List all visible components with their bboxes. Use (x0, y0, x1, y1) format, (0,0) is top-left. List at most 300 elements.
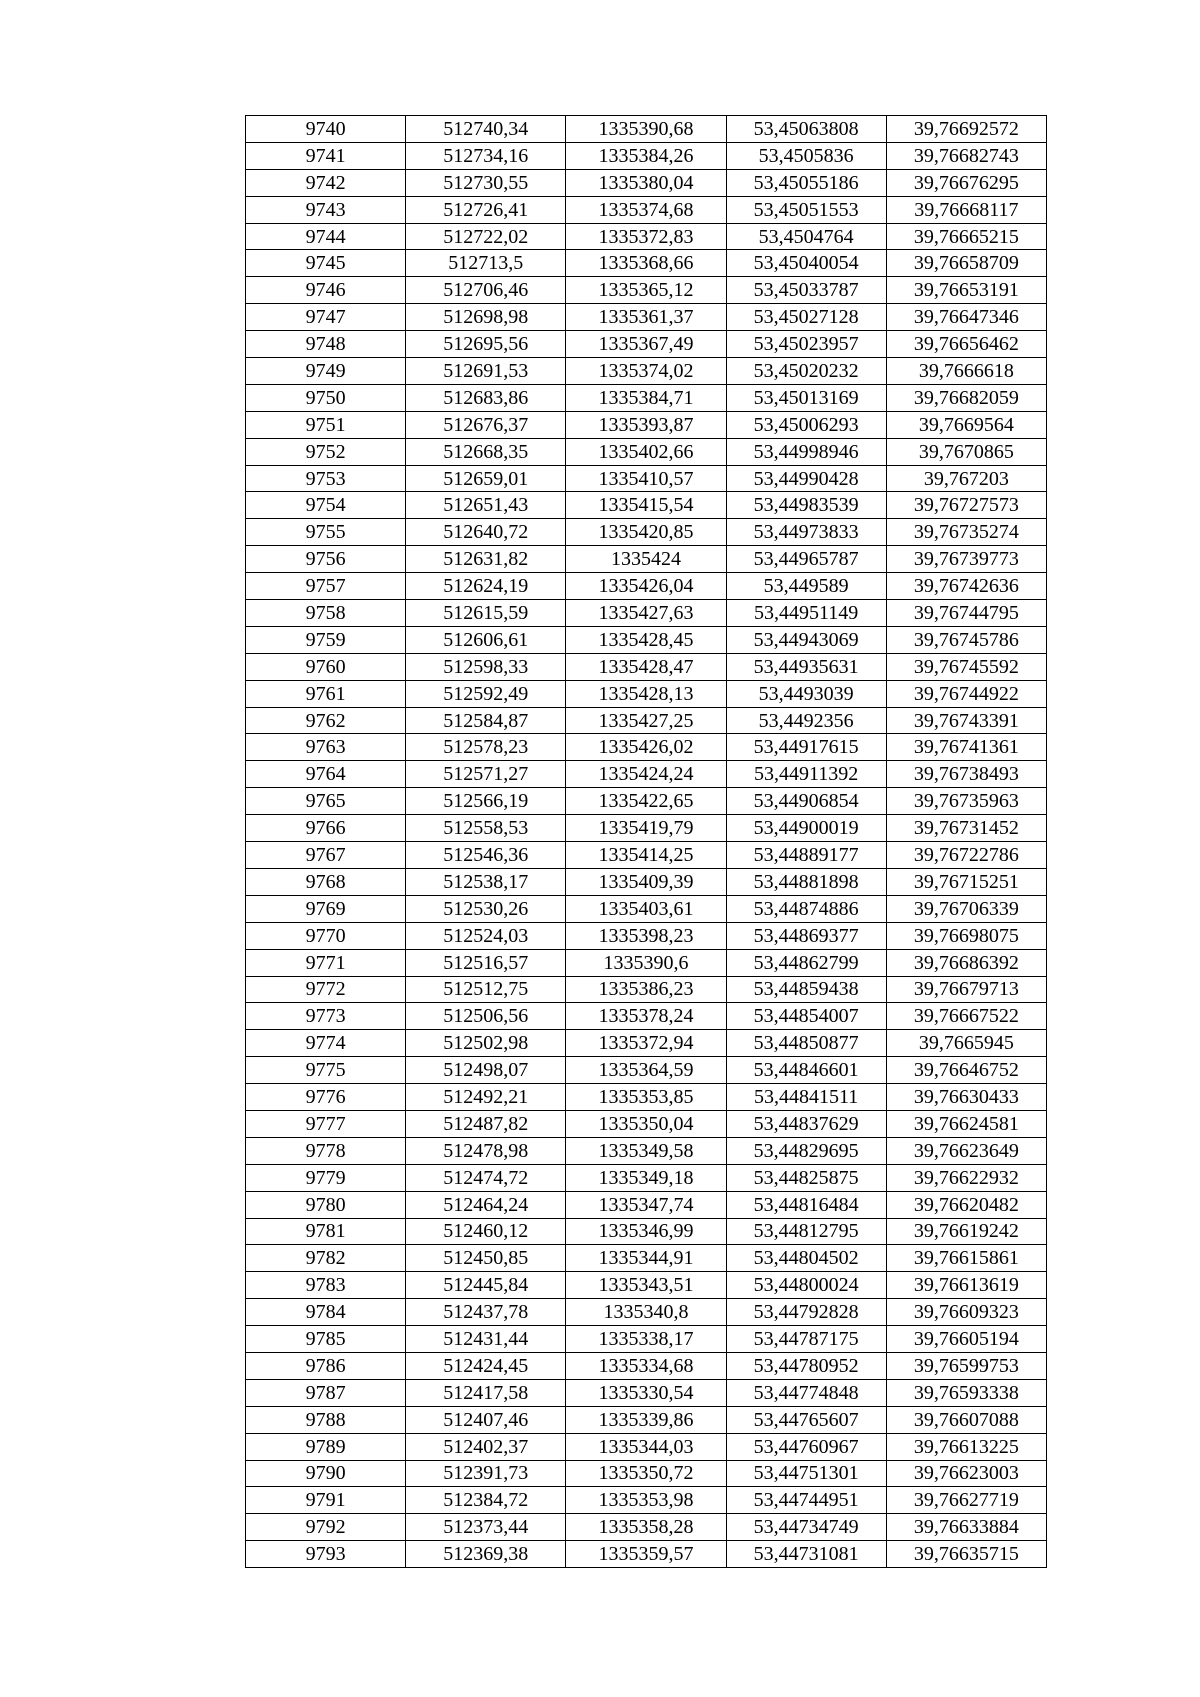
longitude-cell: 39,76676295 (886, 169, 1046, 196)
longitude-cell: 39,767203 (886, 465, 1046, 492)
y-coordinate-cell: 1335374,68 (566, 196, 726, 223)
y-coordinate-cell: 1335398,23 (566, 922, 726, 949)
longitude-cell: 39,76682059 (886, 384, 1046, 411)
longitude-cell: 39,76593338 (886, 1379, 1046, 1406)
point-number-cell: 9779 (246, 1164, 406, 1191)
x-coordinate-cell: 512584,87 (406, 707, 566, 734)
point-number-cell: 9777 (246, 1110, 406, 1137)
latitude-cell: 53,44889177 (726, 842, 886, 869)
latitude-cell: 53,44998946 (726, 438, 886, 465)
y-coordinate-cell: 1335427,63 (566, 600, 726, 627)
point-number-cell: 9790 (246, 1460, 406, 1487)
x-coordinate-cell: 512450,85 (406, 1245, 566, 1272)
y-coordinate-cell: 1335426,02 (566, 734, 726, 761)
table-row (246, 1191, 1047, 1218)
x-coordinate-cell: 512506,56 (406, 1003, 566, 1030)
table-row (246, 895, 1047, 922)
y-coordinate-cell: 1335424 (566, 546, 726, 573)
y-coordinate-cell: 1335359,57 (566, 1541, 726, 1568)
table-row (246, 1487, 1047, 1514)
point-number-cell: 9762 (246, 707, 406, 734)
longitude-cell: 39,76620482 (886, 1191, 1046, 1218)
point-number-cell: 9741 (246, 142, 406, 169)
point-number-cell: 9781 (246, 1218, 406, 1245)
latitude-cell: 53,44731081 (726, 1541, 886, 1568)
point-number-cell: 9782 (246, 1245, 406, 1272)
table-row (246, 1299, 1047, 1326)
point-number-cell: 9744 (246, 223, 406, 250)
point-number-cell: 9789 (246, 1433, 406, 1460)
latitude-cell: 53,45020232 (726, 358, 886, 385)
point-number-cell: 9776 (246, 1084, 406, 1111)
y-coordinate-cell: 1335361,37 (566, 304, 726, 331)
latitude-cell: 53,44734749 (726, 1514, 886, 1541)
point-number-cell: 9783 (246, 1272, 406, 1299)
longitude-cell: 39,76613225 (886, 1433, 1046, 1460)
x-coordinate-cell: 512391,73 (406, 1460, 566, 1487)
y-coordinate-cell: 1335353,85 (566, 1084, 726, 1111)
latitude-cell: 53,44841511 (726, 1084, 886, 1111)
latitude-cell: 53,44973833 (726, 519, 886, 546)
latitude-cell: 53,45040054 (726, 250, 886, 277)
longitude-cell: 39,76742636 (886, 573, 1046, 600)
x-coordinate-cell: 512464,24 (406, 1191, 566, 1218)
table-row (246, 142, 1047, 169)
latitude-cell: 53,45013169 (726, 384, 886, 411)
y-coordinate-cell: 1335403,61 (566, 895, 726, 922)
point-number-cell: 9745 (246, 250, 406, 277)
y-coordinate-cell: 1335358,28 (566, 1514, 726, 1541)
table-row (246, 1272, 1047, 1299)
latitude-cell: 53,44774848 (726, 1379, 886, 1406)
longitude-cell: 39,76623649 (886, 1137, 1046, 1164)
y-coordinate-cell: 1335368,66 (566, 250, 726, 277)
point-number-cell: 9765 (246, 788, 406, 815)
longitude-cell: 39,76698075 (886, 922, 1046, 949)
longitude-cell: 39,76722786 (886, 842, 1046, 869)
latitude-cell: 53,44917615 (726, 734, 886, 761)
y-coordinate-cell: 1335367,49 (566, 331, 726, 358)
table-row (246, 384, 1047, 411)
latitude-cell: 53,44825875 (726, 1164, 886, 1191)
latitude-cell: 53,45023957 (726, 331, 886, 358)
table-row (246, 546, 1047, 573)
latitude-cell: 53,44780952 (726, 1352, 886, 1379)
y-coordinate-cell: 1335372,94 (566, 1030, 726, 1057)
y-coordinate-cell: 1335347,74 (566, 1191, 726, 1218)
table-row (246, 411, 1047, 438)
x-coordinate-cell: 512726,41 (406, 196, 566, 223)
y-coordinate-cell: 1335415,54 (566, 492, 726, 519)
coordinates-table-body (246, 116, 1047, 1568)
table-row (246, 1379, 1047, 1406)
y-coordinate-cell: 1335428,13 (566, 680, 726, 707)
table-row (246, 1057, 1047, 1084)
x-coordinate-cell: 512659,01 (406, 465, 566, 492)
longitude-cell: 39,76627719 (886, 1487, 1046, 1514)
longitude-cell: 39,76635715 (886, 1541, 1046, 1568)
table-row (246, 842, 1047, 869)
table-row (246, 680, 1047, 707)
x-coordinate-cell: 512571,27 (406, 761, 566, 788)
table-row (246, 1110, 1047, 1137)
x-coordinate-cell: 512730,55 (406, 169, 566, 196)
point-number-cell: 9750 (246, 384, 406, 411)
table-row (246, 1164, 1047, 1191)
point-number-cell: 9793 (246, 1541, 406, 1568)
latitude-cell: 53,44874886 (726, 895, 886, 922)
y-coordinate-cell: 1335344,03 (566, 1433, 726, 1460)
point-number-cell: 9756 (246, 546, 406, 573)
latitude-cell: 53,45063808 (726, 116, 886, 143)
table-row (246, 734, 1047, 761)
x-coordinate-cell: 512566,19 (406, 788, 566, 815)
table-row (246, 1326, 1047, 1353)
longitude-cell: 39,76706339 (886, 895, 1046, 922)
y-coordinate-cell: 1335409,39 (566, 868, 726, 895)
point-number-cell: 9778 (246, 1137, 406, 1164)
point-number-cell: 9786 (246, 1352, 406, 1379)
y-coordinate-cell: 1335426,04 (566, 573, 726, 600)
longitude-cell: 39,76744795 (886, 600, 1046, 627)
x-coordinate-cell: 512615,59 (406, 600, 566, 627)
latitude-cell: 53,4504764 (726, 223, 886, 250)
x-coordinate-cell: 512512,75 (406, 976, 566, 1003)
y-coordinate-cell: 1335334,68 (566, 1352, 726, 1379)
x-coordinate-cell: 512558,53 (406, 815, 566, 842)
longitude-cell: 39,76744922 (886, 680, 1046, 707)
latitude-cell: 53,44792828 (726, 1299, 886, 1326)
longitude-cell: 39,7665945 (886, 1030, 1046, 1057)
x-coordinate-cell: 512502,98 (406, 1030, 566, 1057)
point-number-cell: 9757 (246, 573, 406, 600)
longitude-cell: 39,76668117 (886, 196, 1046, 223)
x-coordinate-cell: 512492,21 (406, 1084, 566, 1111)
point-number-cell: 9748 (246, 331, 406, 358)
y-coordinate-cell: 1335343,51 (566, 1272, 726, 1299)
latitude-cell: 53,4505836 (726, 142, 886, 169)
x-coordinate-cell: 512598,33 (406, 653, 566, 680)
table-row (246, 1084, 1047, 1111)
latitude-cell: 53,44854007 (726, 1003, 886, 1030)
longitude-cell: 39,76735274 (886, 519, 1046, 546)
longitude-cell: 39,76630433 (886, 1084, 1046, 1111)
y-coordinate-cell: 1335386,23 (566, 976, 726, 1003)
x-coordinate-cell: 512437,78 (406, 1299, 566, 1326)
y-coordinate-cell: 1335424,24 (566, 761, 726, 788)
x-coordinate-cell: 512530,26 (406, 895, 566, 922)
latitude-cell: 53,44951149 (726, 600, 886, 627)
y-coordinate-cell: 1335346,99 (566, 1218, 726, 1245)
x-coordinate-cell: 512734,16 (406, 142, 566, 169)
x-coordinate-cell: 512640,72 (406, 519, 566, 546)
longitude-cell: 39,76633884 (886, 1514, 1046, 1541)
table-row (246, 519, 1047, 546)
table-row (246, 761, 1047, 788)
latitude-cell: 53,44751301 (726, 1460, 886, 1487)
point-number-cell: 9766 (246, 815, 406, 842)
table-row (246, 331, 1047, 358)
longitude-cell: 39,7670865 (886, 438, 1046, 465)
table-row (246, 922, 1047, 949)
y-coordinate-cell: 1335338,17 (566, 1326, 726, 1353)
x-coordinate-cell: 512722,02 (406, 223, 566, 250)
y-coordinate-cell: 1335353,98 (566, 1487, 726, 1514)
x-coordinate-cell: 512740,34 (406, 116, 566, 143)
point-number-cell: 9784 (246, 1299, 406, 1326)
latitude-cell: 53,44850877 (726, 1030, 886, 1057)
y-coordinate-cell: 1335427,25 (566, 707, 726, 734)
longitude-cell: 39,76743391 (886, 707, 1046, 734)
latitude-cell: 53,44837629 (726, 1110, 886, 1137)
table-row (246, 976, 1047, 1003)
x-coordinate-cell: 512369,38 (406, 1541, 566, 1568)
table-row (246, 196, 1047, 223)
y-coordinate-cell: 1335428,45 (566, 626, 726, 653)
table-row (246, 169, 1047, 196)
longitude-cell: 39,76609323 (886, 1299, 1046, 1326)
y-coordinate-cell: 1335380,04 (566, 169, 726, 196)
y-coordinate-cell: 1335330,54 (566, 1379, 726, 1406)
longitude-cell: 39,76605194 (886, 1326, 1046, 1353)
latitude-cell: 53,44787175 (726, 1326, 886, 1353)
table-row (246, 116, 1047, 143)
point-number-cell: 9768 (246, 868, 406, 895)
point-number-cell: 9746 (246, 277, 406, 304)
table-row (246, 815, 1047, 842)
y-coordinate-cell: 1335340,8 (566, 1299, 726, 1326)
latitude-cell: 53,44943069 (726, 626, 886, 653)
y-coordinate-cell: 1335365,12 (566, 277, 726, 304)
table-row (246, 573, 1047, 600)
y-coordinate-cell: 1335384,26 (566, 142, 726, 169)
x-coordinate-cell: 512384,72 (406, 1487, 566, 1514)
longitude-cell: 39,76745786 (886, 626, 1046, 653)
longitude-cell: 39,76619242 (886, 1218, 1046, 1245)
longitude-cell: 39,76665215 (886, 223, 1046, 250)
longitude-cell: 39,76646752 (886, 1057, 1046, 1084)
point-number-cell: 9769 (246, 895, 406, 922)
y-coordinate-cell: 1335349,58 (566, 1137, 726, 1164)
point-number-cell: 9755 (246, 519, 406, 546)
latitude-cell: 53,44804502 (726, 1245, 886, 1272)
x-coordinate-cell: 512498,07 (406, 1057, 566, 1084)
point-number-cell: 9740 (246, 116, 406, 143)
latitude-cell: 53,44744951 (726, 1487, 886, 1514)
y-coordinate-cell: 1335419,79 (566, 815, 726, 842)
latitude-cell: 53,44859438 (726, 976, 886, 1003)
longitude-cell: 39,76613619 (886, 1272, 1046, 1299)
longitude-cell: 39,76624581 (886, 1110, 1046, 1137)
table-row (246, 492, 1047, 519)
latitude-cell: 53,45006293 (726, 411, 886, 438)
longitude-cell: 39,76727573 (886, 492, 1046, 519)
point-number-cell: 9772 (246, 976, 406, 1003)
y-coordinate-cell: 1335393,87 (566, 411, 726, 438)
longitude-cell: 39,7669564 (886, 411, 1046, 438)
latitude-cell: 53,44881898 (726, 868, 886, 895)
x-coordinate-cell: 512474,72 (406, 1164, 566, 1191)
y-coordinate-cell: 1335390,68 (566, 116, 726, 143)
x-coordinate-cell: 512706,46 (406, 277, 566, 304)
y-coordinate-cell: 1335349,18 (566, 1164, 726, 1191)
y-coordinate-cell: 1335428,47 (566, 653, 726, 680)
x-coordinate-cell: 512417,58 (406, 1379, 566, 1406)
x-coordinate-cell: 512478,98 (406, 1137, 566, 1164)
x-coordinate-cell: 512592,49 (406, 680, 566, 707)
latitude-cell: 53,44816484 (726, 1191, 886, 1218)
x-coordinate-cell: 512546,36 (406, 842, 566, 869)
point-number-cell: 9774 (246, 1030, 406, 1057)
longitude-cell: 39,76741361 (886, 734, 1046, 761)
point-number-cell: 9742 (246, 169, 406, 196)
point-number-cell: 9754 (246, 492, 406, 519)
table-row (246, 304, 1047, 331)
x-coordinate-cell: 512698,98 (406, 304, 566, 331)
longitude-cell: 39,76607088 (886, 1406, 1046, 1433)
latitude-cell: 53,44812795 (726, 1218, 886, 1245)
coordinates-table (245, 115, 1047, 1568)
longitude-cell: 39,76692572 (886, 116, 1046, 143)
x-coordinate-cell: 512651,43 (406, 492, 566, 519)
table-row (246, 653, 1047, 680)
longitude-cell: 39,76647346 (886, 304, 1046, 331)
x-coordinate-cell: 512516,57 (406, 949, 566, 976)
point-number-cell: 9775 (246, 1057, 406, 1084)
point-number-cell: 9785 (246, 1326, 406, 1353)
table-row (246, 1137, 1047, 1164)
table-row (246, 1352, 1047, 1379)
x-coordinate-cell: 512460,12 (406, 1218, 566, 1245)
latitude-cell: 53,44965787 (726, 546, 886, 573)
x-coordinate-cell: 512524,03 (406, 922, 566, 949)
y-coordinate-cell: 1335350,04 (566, 1110, 726, 1137)
point-number-cell: 9792 (246, 1514, 406, 1541)
x-coordinate-cell: 512668,35 (406, 438, 566, 465)
latitude-cell: 53,45051553 (726, 196, 886, 223)
point-number-cell: 9791 (246, 1487, 406, 1514)
latitude-cell: 53,45033787 (726, 277, 886, 304)
longitude-cell: 39,76622932 (886, 1164, 1046, 1191)
table-row (246, 1460, 1047, 1487)
longitude-cell: 39,76653191 (886, 277, 1046, 304)
point-number-cell: 9747 (246, 304, 406, 331)
x-coordinate-cell: 512407,46 (406, 1406, 566, 1433)
table-row (246, 223, 1047, 250)
latitude-cell: 53,44800024 (726, 1272, 886, 1299)
y-coordinate-cell: 1335372,83 (566, 223, 726, 250)
point-number-cell: 9760 (246, 653, 406, 680)
x-coordinate-cell: 512373,44 (406, 1514, 566, 1541)
table-row (246, 1218, 1047, 1245)
longitude-cell: 39,76735963 (886, 788, 1046, 815)
y-coordinate-cell: 1335390,6 (566, 949, 726, 976)
longitude-cell: 39,76682743 (886, 142, 1046, 169)
y-coordinate-cell: 1335410,57 (566, 465, 726, 492)
x-coordinate-cell: 512606,61 (406, 626, 566, 653)
longitude-cell: 39,76738493 (886, 761, 1046, 788)
x-coordinate-cell: 512713,5 (406, 250, 566, 277)
y-coordinate-cell: 1335420,85 (566, 519, 726, 546)
longitude-cell: 39,76686392 (886, 949, 1046, 976)
table-row (246, 949, 1047, 976)
table-row (246, 788, 1047, 815)
longitude-cell: 39,76731452 (886, 815, 1046, 842)
point-number-cell: 9770 (246, 922, 406, 949)
x-coordinate-cell: 512624,19 (406, 573, 566, 600)
latitude-cell: 53,44911392 (726, 761, 886, 788)
longitude-cell: 39,76679713 (886, 976, 1046, 1003)
point-number-cell: 9764 (246, 761, 406, 788)
x-coordinate-cell: 512424,45 (406, 1352, 566, 1379)
longitude-cell: 39,76656462 (886, 331, 1046, 358)
latitude-cell: 53,44829695 (726, 1137, 886, 1164)
latitude-cell: 53,44760967 (726, 1433, 886, 1460)
table-row (246, 626, 1047, 653)
x-coordinate-cell: 512487,82 (406, 1110, 566, 1137)
table-row (246, 465, 1047, 492)
point-number-cell: 9753 (246, 465, 406, 492)
y-coordinate-cell: 1335374,02 (566, 358, 726, 385)
table-row (246, 1433, 1047, 1460)
point-number-cell: 9771 (246, 949, 406, 976)
point-number-cell: 9749 (246, 358, 406, 385)
longitude-cell: 39,76745592 (886, 653, 1046, 680)
longitude-cell: 39,76623003 (886, 1460, 1046, 1487)
x-coordinate-cell: 512445,84 (406, 1272, 566, 1299)
table-row (246, 1245, 1047, 1272)
latitude-cell: 53,45027128 (726, 304, 886, 331)
longitude-cell: 39,76739773 (886, 546, 1046, 573)
table-row (246, 707, 1047, 734)
latitude-cell: 53,44906854 (726, 788, 886, 815)
x-coordinate-cell: 512578,23 (406, 734, 566, 761)
latitude-cell: 53,4492356 (726, 707, 886, 734)
point-number-cell: 9761 (246, 680, 406, 707)
point-number-cell: 9788 (246, 1406, 406, 1433)
latitude-cell: 53,44935631 (726, 653, 886, 680)
longitude-cell: 39,7666618 (886, 358, 1046, 385)
point-number-cell: 9743 (246, 196, 406, 223)
table-row (246, 1541, 1047, 1568)
table-row (246, 438, 1047, 465)
latitude-cell: 53,44869377 (726, 922, 886, 949)
latitude-cell: 53,449589 (726, 573, 886, 600)
y-coordinate-cell: 1335384,71 (566, 384, 726, 411)
y-coordinate-cell: 1335339,86 (566, 1406, 726, 1433)
latitude-cell: 53,4493039 (726, 680, 886, 707)
longitude-cell: 39,76658709 (886, 250, 1046, 277)
x-coordinate-cell: 512676,37 (406, 411, 566, 438)
table-row (246, 277, 1047, 304)
point-number-cell: 9773 (246, 1003, 406, 1030)
latitude-cell: 53,44983539 (726, 492, 886, 519)
y-coordinate-cell: 1335364,59 (566, 1057, 726, 1084)
longitude-cell: 39,76715251 (886, 868, 1046, 895)
table-row (246, 1030, 1047, 1057)
x-coordinate-cell: 512695,56 (406, 331, 566, 358)
y-coordinate-cell: 1335378,24 (566, 1003, 726, 1030)
point-number-cell: 9759 (246, 626, 406, 653)
point-number-cell: 9752 (246, 438, 406, 465)
table-row (246, 250, 1047, 277)
longitude-cell: 39,76615861 (886, 1245, 1046, 1272)
x-coordinate-cell: 512631,82 (406, 546, 566, 573)
table-row (246, 358, 1047, 385)
table-row (246, 868, 1047, 895)
y-coordinate-cell: 1335402,66 (566, 438, 726, 465)
latitude-cell: 53,44862799 (726, 949, 886, 976)
